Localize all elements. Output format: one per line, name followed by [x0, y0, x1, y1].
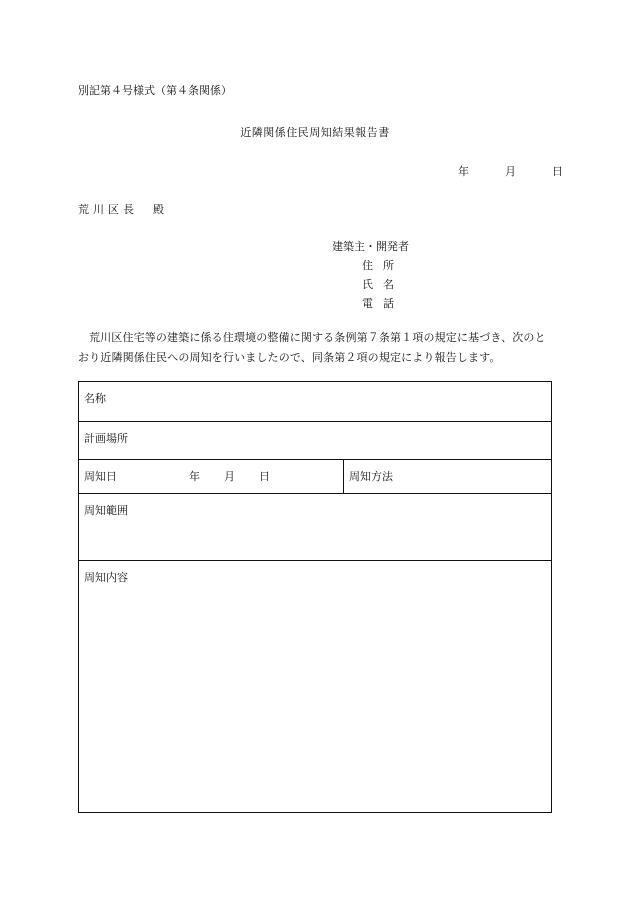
notice-date-year: 年 [189, 470, 200, 483]
applicant-name-label: 氏名 [362, 278, 404, 291]
row-notice-content[interactable] [79, 561, 551, 812]
applicant-role: 建築主・開発者 [332, 240, 409, 253]
date-year-label: 年 [458, 165, 469, 178]
date-month-label: 月 [505, 165, 516, 178]
report-body-text: 荒川区住宅等の建築に係る住環境の整備に関する条例第７条第１項の規定に基づき、次のとおり近隣関係住民への周知を行いましたので、同条第２項の規定により報告します。 [78, 331, 546, 364]
date-day-label: 日 [552, 165, 563, 178]
applicant-phone-label: 電話 [362, 297, 404, 310]
report-date [458, 163, 563, 179]
notice-date-fields[interactable] [189, 468, 270, 484]
row-notice-date-method [79, 460, 551, 494]
addressee: 荒川区長 殿 [78, 203, 168, 216]
form-number: 別記第４号様式（第４条関係） [78, 84, 232, 97]
cell-divider [343, 460, 344, 493]
applicant-address-label: 住所 [362, 259, 404, 272]
notice-date-month: 月 [224, 470, 235, 483]
row-name[interactable] [79, 382, 551, 422]
notice-date-day: 日 [259, 470, 270, 483]
report-form-table [78, 381, 552, 813]
notice-date-label: 周知日 [84, 470, 117, 483]
plan-location-label: 計画場所 [84, 432, 128, 445]
notice-range-label: 周知範囲 [84, 504, 128, 517]
document-title: 近隣関係住民周知結果報告書 [240, 126, 390, 139]
notice-content-label: 周知内容 [84, 571, 128, 584]
row-notice-range[interactable] [79, 494, 551, 561]
row-plan-location[interactable] [79, 422, 551, 460]
notice-method-label: 周知方法 [349, 470, 393, 483]
name-label: 名称 [84, 392, 106, 405]
